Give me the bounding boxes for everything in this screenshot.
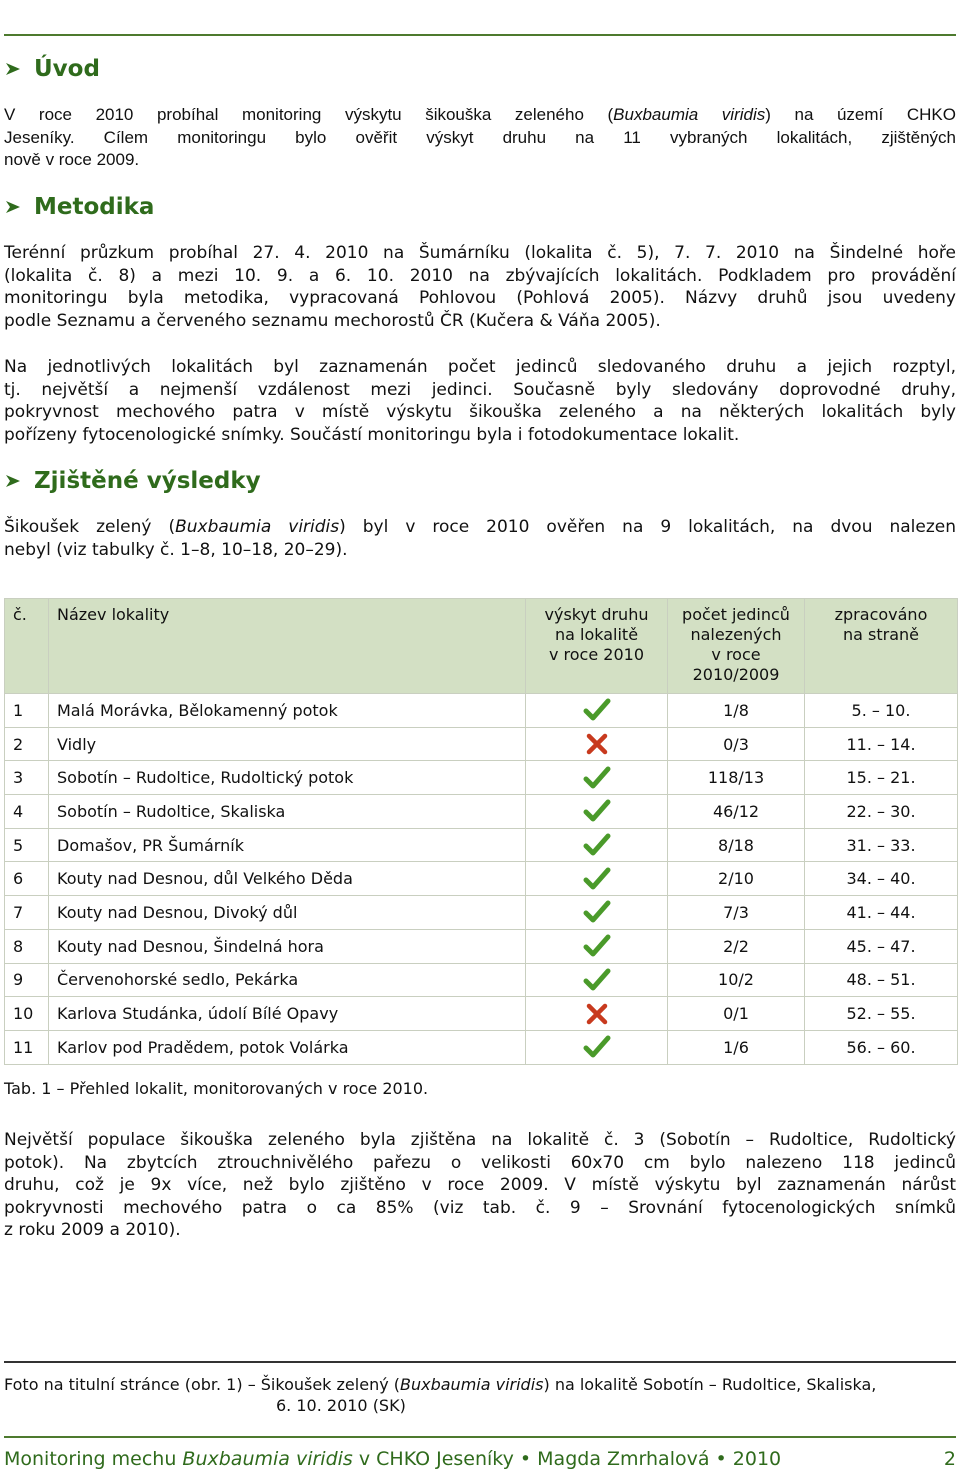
table-row	[5, 862, 958, 896]
heading-uvod	[4, 56, 100, 82]
row-pages: 11. – 14.	[805, 727, 958, 761]
table-row	[5, 929, 958, 963]
row-num: 2	[5, 727, 49, 761]
row-count: 2/10	[668, 862, 805, 896]
row-occurrence	[526, 896, 668, 930]
table-row	[5, 795, 958, 829]
results-line: Největší populace šikouška zeleného byla zjištěna na lokalitě č. 3 (Sobotín – Rudoltice, Rudoltický	[4, 1130, 956, 1150]
row-count: 1/8	[668, 694, 805, 728]
row-locality-name: Domašov, PR Šumárník	[49, 828, 526, 862]
table-row	[5, 694, 958, 728]
footnote-rule	[4, 1361, 956, 1363]
row-pages: 41. – 44.	[805, 896, 958, 930]
row-locality-name: Kouty nad Desnou, Divoký důl	[49, 896, 526, 930]
check-icon	[583, 902, 611, 921]
metodika-line: (lokalita č. 8) a mezi 10. 9. a 6. 10. 2010 na zbývajících lokalitách. Podkladem pro provádění	[4, 265, 956, 286]
footnote: Foto na titulní stránce (obr. 1) – Šikoušek zelený (Buxbaumia viridis) na lokalitě Sobotín – Rudoltice, Skaliska, 6. 10. 2010 (SK)	[4, 1375, 877, 1415]
table-row	[5, 761, 958, 795]
vysledky-paragraph	[4, 516, 956, 561]
row-occurrence	[526, 862, 668, 896]
check-icon	[583, 700, 611, 719]
check-icon	[583, 868, 611, 887]
row-pages: 56. – 60.	[805, 1030, 958, 1064]
chevron-right-icon	[4, 473, 24, 489]
row-num: 4	[5, 795, 49, 829]
row-num: 5	[5, 828, 49, 862]
row-locality-name: Sobotín – Rudoltice, Skaliska	[49, 795, 526, 829]
row-count: 10/2	[668, 963, 805, 997]
locality-table	[4, 598, 958, 1065]
header-num: č.	[5, 599, 49, 694]
check-icon	[583, 801, 611, 820]
header-occurrence: výskyt druhu na lokalitě v roce 2010	[526, 599, 668, 694]
row-pages: 31. – 33.	[805, 828, 958, 862]
top-rule	[4, 34, 956, 36]
row-occurrence	[526, 963, 668, 997]
header-name: Název lokality	[49, 599, 526, 694]
row-locality-name: Karlova Studánka, údolí Bílé Opavy	[49, 997, 526, 1031]
row-occurrence	[526, 761, 668, 795]
header-pages: zpracováno na straně	[805, 599, 958, 694]
row-locality-name: Karlov pod Pradědem, potok Volárka	[49, 1030, 526, 1064]
chevron-right-icon	[4, 199, 24, 215]
metodika-line: Terénní průzkum probíhal 27. 4. 2010 na Šumárníku (lokalita č. 5), 7. 7. 2010 na Šindelné hoře	[4, 243, 956, 263]
row-num: 11	[5, 1030, 49, 1064]
check-icon	[583, 1037, 611, 1056]
vysledky-line-1: Šikoušek zelený (Buxbaumia viridis) byl v roce 2010 ověřen na 9 lokalitách, na dvou nalezen	[4, 517, 957, 537]
row-num: 6	[5, 862, 49, 896]
results-line: pokryvnosti mechového patra o ca 85% (viz tab. č. 9 – Srovnání fytocenologických snímků	[4, 1197, 956, 1218]
heading-vysledky-text: Zjištěné výsledky	[34, 468, 261, 494]
row-count: 118/13	[668, 761, 805, 795]
row-locality-name: Malá Morávka, Bělokamenný potok	[49, 694, 526, 728]
row-num: 8	[5, 929, 49, 963]
metodika-line: podle Seznamu a červeného seznamu mechorostů ČR (Kučera & Váňa 2005).	[4, 310, 661, 331]
cross-icon	[585, 1003, 609, 1022]
row-locality-name: Kouty nad Desnou, Šindelná hora	[49, 929, 526, 963]
table-row	[5, 896, 958, 930]
table-row	[5, 727, 958, 761]
heading-metodika	[4, 194, 154, 220]
metodika-line: monitoringu byla metodika, vypracovaná Pohlovou (Pohlová 2005). Názvy druhů jsou uvedeny	[4, 288, 956, 308]
row-locality-name: Vidly	[49, 727, 526, 761]
row-locality-name: Červenohorské sedlo, Pekárka	[49, 963, 526, 997]
check-icon	[583, 969, 611, 988]
row-occurrence	[526, 997, 668, 1031]
table-row	[5, 997, 958, 1031]
heading-metodika-text: Metodika	[34, 194, 155, 220]
row-pages: 34. – 40.	[805, 862, 958, 896]
table-row	[5, 828, 958, 862]
check-icon	[583, 767, 611, 786]
row-locality-name: Kouty nad Desnou, důl Velkého Děda	[49, 862, 526, 896]
results-line: z roku 2009 a 2010).	[4, 1220, 181, 1240]
metodika-paragraph-1	[4, 242, 956, 332]
row-pages: 48. – 51.	[805, 963, 958, 997]
table-row	[5, 1030, 958, 1064]
row-pages: 45. – 47.	[805, 929, 958, 963]
table-caption: Tab. 1 – Přehled lokalit, monitorovaných v roce 2010.	[4, 1079, 429, 1098]
cross-icon	[585, 734, 609, 753]
row-count: 8/18	[668, 828, 805, 862]
metodika-paragraph-2	[4, 356, 956, 446]
row-occurrence	[526, 828, 668, 862]
page-footer	[4, 1448, 956, 1470]
results-line: potok). Na zbytcích ztrouchnivělého pařezu o velikosti 60x70 cm bylo nalezeno 118 jedinců	[4, 1152, 956, 1173]
header-count: počet jedinců nalezených v roce 2010/2009	[668, 599, 805, 694]
row-num: 3	[5, 761, 49, 795]
row-locality-name: Sobotín – Rudoltice, Rudoltický potok	[49, 761, 526, 795]
heading-uvod-text: Úvod	[34, 56, 100, 82]
table-row	[5, 963, 958, 997]
row-num: 10	[5, 997, 49, 1031]
row-occurrence	[526, 727, 668, 761]
row-pages: 52. – 55.	[805, 997, 958, 1031]
row-num: 9	[5, 963, 49, 997]
row-pages: 5. – 10.	[805, 694, 958, 728]
metodika-line: pokryvnost mechového patra v místě výskytu šikouška zeleného a na některých lokalitách byly	[4, 402, 956, 422]
row-occurrence	[526, 694, 668, 728]
table-header-row	[5, 599, 958, 694]
uvod-paragraph	[4, 104, 956, 172]
results-paragraph	[4, 1129, 956, 1242]
row-count: 2/2	[668, 929, 805, 963]
row-count: 46/12	[668, 795, 805, 829]
footer-text: Monitoring mechu Buxbaumia viridis v CHKO Jeseníky • Magda Zmrhalová • 2010	[4, 1448, 782, 1470]
check-icon	[583, 936, 611, 955]
row-count: 7/3	[668, 896, 805, 930]
row-num: 1	[5, 694, 49, 728]
row-pages: 22. – 30.	[805, 795, 958, 829]
heading-vysledky	[4, 468, 261, 494]
uvod-line-1: V roce 2010 probíhal monitoring výskytu šikouška zeleného (Buxbaumia viridis) na území CHKO	[4, 105, 956, 124]
vysledky-line-2: nebyl (viz tabulky č. 1–8, 10–18, 20–29).	[4, 539, 348, 560]
metodika-line: pořízeny fytocenologické snímky. Součástí monitoringu byla i fotodokumentace lokalit.	[4, 424, 740, 445]
footer-rule	[4, 1436, 956, 1438]
row-num: 7	[5, 896, 49, 930]
metodika-line: tj. největší a nejmenší vzdálenost mezi jedinci. Současně byly sledovány doprovodné druhy,	[4, 379, 956, 400]
row-count: 0/3	[668, 727, 805, 761]
row-count: 0/1	[668, 997, 805, 1031]
row-count: 1/6	[668, 1030, 805, 1064]
page-number: 2	[943, 1448, 956, 1470]
uvod-line-2: Jeseníky. Cílem monitoringu bylo ověřit výskyt druhu na 11 vybraných lokalitách, zjištěných	[4, 127, 956, 147]
metodika-line: Na jednotlivých lokalitách byl zaznamenán počet jedinců sledovaného druhu a jejich rozptyl,	[4, 357, 956, 377]
row-occurrence	[526, 795, 668, 829]
uvod-line-3: nově v roce 2009.	[4, 150, 140, 169]
row-occurrence	[526, 929, 668, 963]
row-occurrence	[526, 1030, 668, 1064]
results-line: druhu, což je 9x více, než bylo zjištěno v roce 2009. V místě výskytu byl zaznamenán nárůst	[4, 1175, 956, 1195]
row-pages: 15. – 21.	[805, 761, 958, 795]
chevron-right-icon	[4, 61, 24, 77]
check-icon	[583, 835, 611, 854]
